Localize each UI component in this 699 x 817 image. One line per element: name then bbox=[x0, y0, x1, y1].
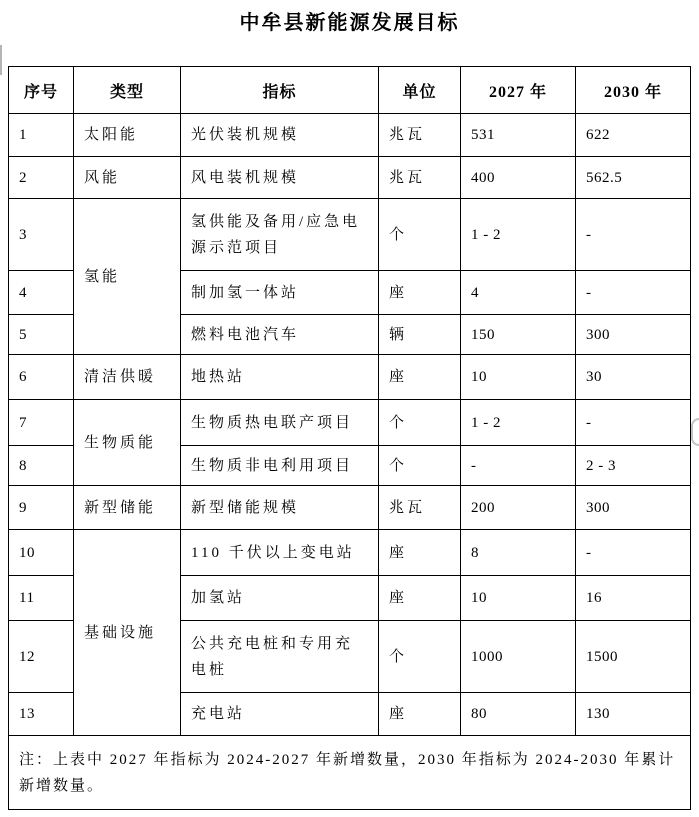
cell-indicator: 新型储能规模 bbox=[181, 486, 379, 530]
table-row bbox=[9, 157, 691, 199]
cell-no: 9 bbox=[9, 486, 74, 530]
cell-no: 12 bbox=[9, 621, 74, 693]
cell-2027: 10 bbox=[461, 355, 576, 400]
cell-type: 生物质能 bbox=[74, 400, 181, 486]
cell-type: 风能 bbox=[74, 157, 181, 199]
cell-no: 3 bbox=[9, 199, 74, 271]
cell-unit: 辆 bbox=[379, 315, 461, 355]
cell-indicator: 风电装机规模 bbox=[181, 157, 379, 199]
cell-unit: 个 bbox=[379, 400, 461, 446]
cell-no: 11 bbox=[9, 576, 74, 621]
cell-unit: 个 bbox=[379, 199, 461, 271]
cell-unit: 座 bbox=[379, 576, 461, 621]
table-row bbox=[9, 114, 691, 157]
cell-2030: - bbox=[576, 530, 691, 576]
cell-no: 7 bbox=[9, 400, 74, 446]
table-row bbox=[9, 199, 691, 271]
cell-indicator: 地热站 bbox=[181, 355, 379, 400]
table-note-row bbox=[9, 736, 691, 810]
table-header-row bbox=[9, 67, 691, 114]
cell-type: 基础设施 bbox=[74, 530, 181, 736]
header-no: 序号 bbox=[9, 67, 74, 114]
cell-type: 新型储能 bbox=[74, 486, 181, 530]
header-type: 类型 bbox=[74, 67, 181, 114]
cell-2027: 4 bbox=[461, 271, 576, 315]
cell-no: 6 bbox=[9, 355, 74, 400]
header-2030: 2030 年 bbox=[576, 67, 691, 114]
header-2027: 2027 年 bbox=[461, 67, 576, 114]
cell-2027: 1 - 2 bbox=[461, 400, 576, 446]
cell-no: 10 bbox=[9, 530, 74, 576]
cell-2027: 8 bbox=[461, 530, 576, 576]
cell-2027: 1 - 2 bbox=[461, 199, 576, 271]
cell-no: 13 bbox=[9, 693, 74, 736]
cell-2027: 200 bbox=[461, 486, 576, 530]
cell-no: 4 bbox=[9, 271, 74, 315]
cell-no: 2 bbox=[9, 157, 74, 199]
cell-2027: 531 bbox=[461, 114, 576, 157]
cell-indicator: 氢供能及备用/应急电源示范项目 bbox=[181, 199, 379, 271]
cell-unit: 座 bbox=[379, 530, 461, 576]
cell-2027: 10 bbox=[461, 576, 576, 621]
cell-no: 8 bbox=[9, 446, 74, 486]
cell-indicator: 110 千伏以上变电站 bbox=[181, 530, 379, 576]
cell-unit: 个 bbox=[379, 621, 461, 693]
cell-2030: 30 bbox=[576, 355, 691, 400]
cell-indicator: 充电站 bbox=[181, 693, 379, 736]
cell-2027: 150 bbox=[461, 315, 576, 355]
cell-2030: 130 bbox=[576, 693, 691, 736]
cell-no: 1 bbox=[9, 114, 74, 157]
cell-unit: 兆瓦 bbox=[379, 114, 461, 157]
header-unit: 单位 bbox=[379, 67, 461, 114]
cell-2030: 1500 bbox=[576, 621, 691, 693]
table-note: 注：上表中 2027 年指标为 2024-2027 年新增数量，2030 年指标为 2024-2030 年累计新增数量。 bbox=[9, 736, 691, 810]
cell-2030: 2 - 3 bbox=[576, 446, 691, 486]
cell-indicator: 加氢站 bbox=[181, 576, 379, 621]
header-indicator: 指标 bbox=[181, 67, 379, 114]
cell-2030: 622 bbox=[576, 114, 691, 157]
cell-2030: 562.5 bbox=[576, 157, 691, 199]
cell-indicator: 制加氢一体站 bbox=[181, 271, 379, 315]
cell-2027: - bbox=[461, 446, 576, 486]
cell-unit: 座 bbox=[379, 355, 461, 400]
page-edge-artifact bbox=[0, 45, 2, 75]
cell-2030: - bbox=[576, 199, 691, 271]
cell-type: 氢能 bbox=[74, 199, 181, 355]
cell-unit: 个 bbox=[379, 446, 461, 486]
cell-2027: 80 bbox=[461, 693, 576, 736]
cell-no: 5 bbox=[9, 315, 74, 355]
page-title: 中牟县新能源发展目标 bbox=[239, 12, 460, 34]
cell-indicator: 光伏装机规模 bbox=[181, 114, 379, 157]
cell-2030: - bbox=[576, 400, 691, 446]
cell-type: 太阳能 bbox=[74, 114, 181, 157]
cell-2027: 400 bbox=[461, 157, 576, 199]
cell-unit: 兆瓦 bbox=[379, 157, 461, 199]
cell-2030: - bbox=[576, 271, 691, 315]
scrollbar-thumb[interactable] bbox=[691, 418, 699, 446]
cell-2030: 300 bbox=[576, 486, 691, 530]
table-row bbox=[9, 355, 691, 400]
cell-2027: 1000 bbox=[461, 621, 576, 693]
table-row bbox=[9, 530, 691, 576]
cell-type: 清洁供暖 bbox=[74, 355, 181, 400]
cell-2030: 16 bbox=[576, 576, 691, 621]
cell-2030: 300 bbox=[576, 315, 691, 355]
table-row bbox=[9, 400, 691, 446]
cell-indicator: 燃料电池汽车 bbox=[181, 315, 379, 355]
cell-unit: 兆瓦 bbox=[379, 486, 461, 530]
cell-unit: 座 bbox=[379, 271, 461, 315]
cell-indicator: 公共充电桩和专用充电桩 bbox=[181, 621, 379, 693]
cell-unit: 座 bbox=[379, 693, 461, 736]
cell-indicator: 生物质热电联产项目 bbox=[181, 400, 379, 446]
table-row bbox=[9, 486, 691, 530]
cell-indicator: 生物质非电利用项目 bbox=[181, 446, 379, 486]
targets-table bbox=[8, 66, 691, 810]
